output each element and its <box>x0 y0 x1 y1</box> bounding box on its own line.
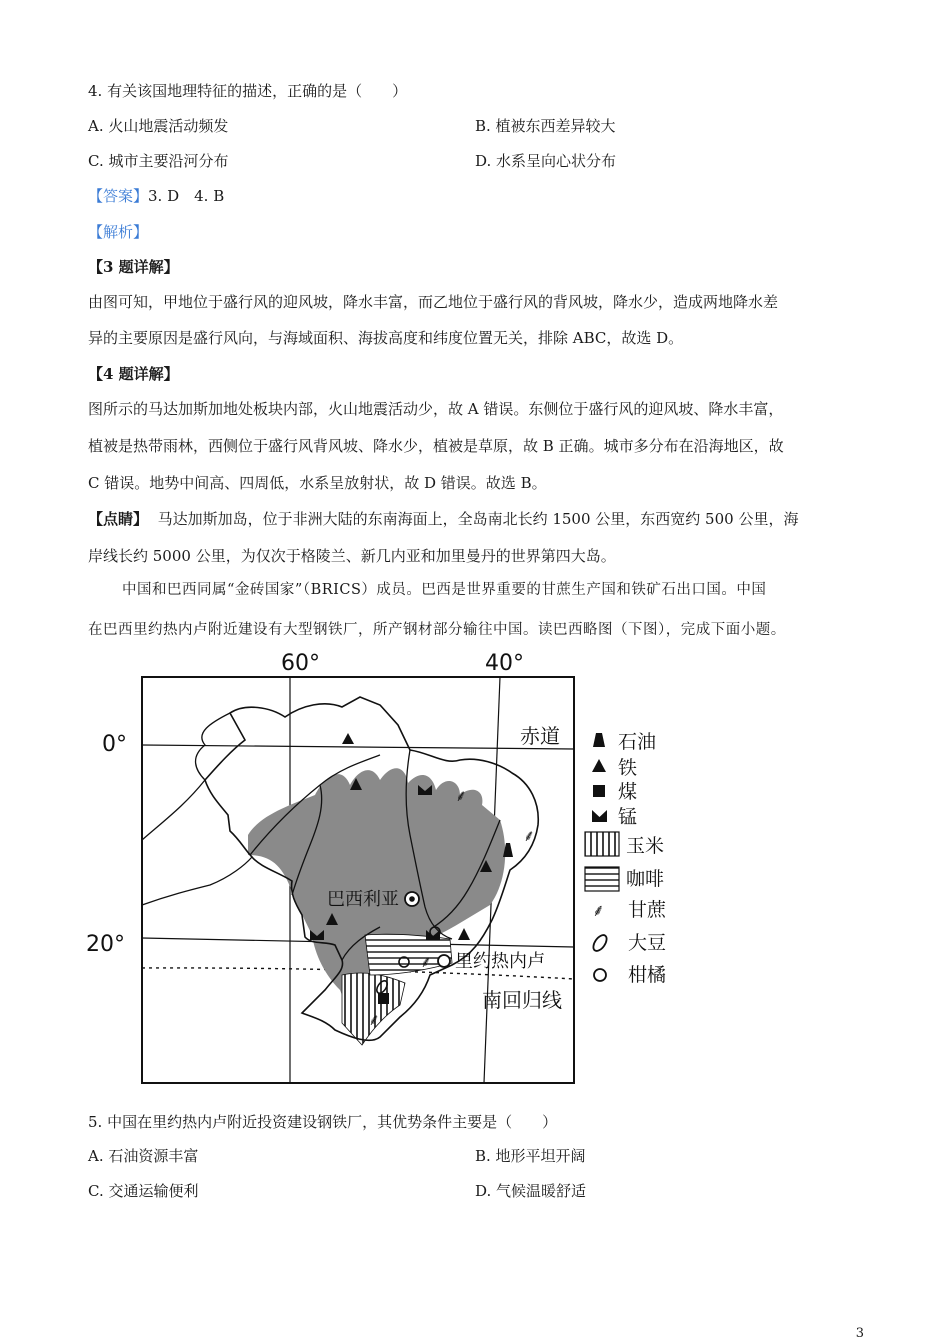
legend-manganese: 锰 <box>618 806 638 828</box>
equator-label: 赤道 <box>520 724 560 748</box>
legend-manganese-icon <box>592 810 607 822</box>
q5-stem: 5. 中国在里约热内卢附近投资建设钢铁厂，其优势条件主要是（ ） <box>88 1113 558 1131</box>
q5-option-a: A. 石油资源丰富 <box>88 1147 199 1165</box>
lat-0-label: 0° <box>102 732 127 757</box>
legend-soybean-icon <box>591 933 610 953</box>
q4-option-d: D. 水系呈向心状分布 <box>475 152 617 170</box>
legend-coffee-icon <box>585 867 619 891</box>
legend-sugarcane: 甘蔗 <box>628 899 667 921</box>
answer-text: 3. D 4. B <box>148 187 225 205</box>
lon-60-label: 60° <box>281 651 320 676</box>
q4-option-b: B. 植被东西差异较大 <box>475 117 616 135</box>
legend-corn-icon <box>585 832 619 856</box>
sugarcane-icon: ⸙ <box>368 1010 381 1029</box>
legend-corn: 玉米 <box>626 835 665 857</box>
detail4-line3: C 错误。地势中间高、四周低，水系呈放射状，故 D 错误。故选 B。 <box>88 474 547 492</box>
lat-20-label: 20° <box>86 932 125 957</box>
lon-40-label: 40° <box>485 651 524 676</box>
legend-coffee: 咖啡 <box>626 868 665 890</box>
answer-line <box>88 186 224 206</box>
legend-coal-icon <box>593 785 605 797</box>
q4-option-a: A. 火山地震活动频发 <box>88 117 229 135</box>
legend-oil: 石油 <box>618 731 657 753</box>
legend-oil-icon <box>593 733 605 747</box>
legend-sugarcane-icon: ⸙ <box>592 901 605 921</box>
analysis-label: 【解析】 <box>88 223 149 241</box>
legend-iron: 铁 <box>618 757 638 779</box>
legend-iron-icon <box>592 759 606 772</box>
legend-soybean: 大豆 <box>628 932 667 954</box>
page-number: 3 <box>855 1326 864 1341</box>
detail4-line1: 图所示的马达加斯加地处板块内部，火山地震活动少，故 A 错误。东侧位于盛行风的迎风坡、降水丰富， <box>88 400 784 418</box>
intro-line2: 在巴西里约热内卢附近建设有大型钢铁厂，所产钢材部分输往中国。读巴西略图（下图），完成下面小题。 <box>88 622 786 638</box>
legend-citrus: 柑橘 <box>628 964 667 986</box>
answer-label: 【答案】 <box>88 187 149 205</box>
q5-option-b: B. 地形平坦开阔 <box>475 1147 586 1165</box>
detail3-line1: 由图可知，甲地位于盛行风的迎风坡，降水丰富，而乙地位于盛行风的背风坡，降水少，造成两地降水差 <box>88 293 779 311</box>
q4-option-c: C. 城市主要沿河分布 <box>88 152 229 170</box>
sugarcane-icon: ⸙ <box>420 952 433 971</box>
q5-option-d: D. 气候温暖舒适 <box>475 1182 587 1200</box>
q5-option-c: C. 交通运输便利 <box>88 1182 199 1200</box>
detail4-line2: 植被是热带雨林，西侧位于盛行风背风坡、降水少，植被是草原，故 B 正确。城市多分布在沿海地区，故 <box>88 437 784 455</box>
comment-label: 【点睛】 <box>88 510 149 528</box>
sugarcane-icon: ⸙ <box>455 786 468 805</box>
legend-citrus-icon <box>594 969 606 981</box>
q4-stem: 4. 有关该国地理特征的描述，正确的是（ ） <box>88 82 408 100</box>
comment-line1 <box>88 509 798 529</box>
coal-icon <box>378 993 389 1004</box>
detail3-label: 【3 题详解】 <box>88 258 179 276</box>
map-legend <box>585 731 667 986</box>
intro-line1: 中国和巴西同属“金砖国家”（BRICS）成员。巴西是世界重要的甘蔗生产国和铁矿石出口国。中国 <box>122 582 767 598</box>
comment-line2: 岸线长约 5000 公里，为仅次于格陵兰、新几内亚和加里曼丹的世界第四大岛。 <box>88 547 616 565</box>
comment-text1: 马达加斯加岛，位于非洲大陆的东南海面上，全岛南北长约 1500 公里，东西宽约 500 公里，海 <box>157 510 799 528</box>
detail3-line2: 异的主要原因是盛行风向，与海域面积、海拔高度和纬度位置无关，排除 ABC，故选 D。 <box>88 329 684 347</box>
brazil-map <box>80 645 680 1090</box>
sugarcane-icon: ⸙ <box>523 826 536 845</box>
detail4-label: 【4 题详解】 <box>88 365 179 383</box>
brasilia-label: 巴西利亚 <box>327 889 399 910</box>
tropic-label: 南回归线 <box>482 988 562 1012</box>
legend-coal: 煤 <box>618 781 638 803</box>
rio-marker <box>438 955 450 967</box>
rio-label: 里约热内卢 <box>455 951 545 972</box>
